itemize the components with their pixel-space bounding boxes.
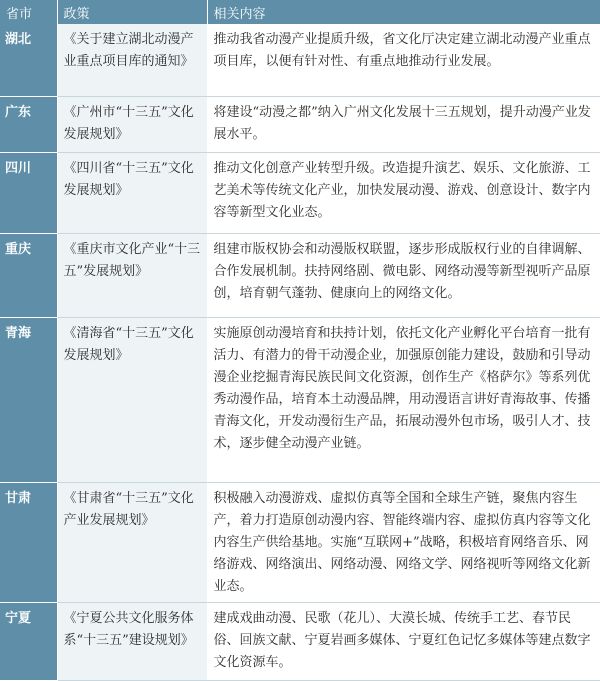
table-row bbox=[0, 602, 600, 680]
policy-cell: 《关于建立湖北动漫产业重点项目库的通知》 bbox=[57, 24, 207, 96]
content-cell: 实施原创动漫培育和扶持计划，依托文化产业孵化平台培育一批有活力、有潜力的骨干动漫企业，加强原创能力建设，鼓励和引导动漫企业挖掘青海民族民间文化资源，创作生产《格萨尔》等系列优秀动漫作品，培育本土动漫品牌，用动漫语言讲好青海故事、传播青海文化，开发动漫衍生产品，拓展动漫外包市场，吸引人才、技术，逐步健全动漫产业链。 bbox=[207, 317, 600, 482]
content-cell: 推动文化创意产业转型升级。改造提升演艺、娱乐、文化旅游、工艺美术等传统文化产业，加快发展动漫、游戏、创意设计、数字内容等新型文化业态。 bbox=[207, 152, 600, 233]
policy-cell: 《广州市“十三五”文化发展规划》 bbox=[57, 96, 207, 152]
content-cell: 组建市版权协会和动漫版权联盟，逐步形成版权行业的自律调解、合作发展机制。扶持网络剧、微电影、网络动漫等新型视听产品原创，培育朝气蓬勃、健康向上的网络文化。 bbox=[207, 233, 600, 317]
province-cell: 甘肃 bbox=[0, 482, 57, 602]
table-row bbox=[0, 96, 600, 152]
table-row bbox=[0, 24, 600, 96]
province-cell: 广东 bbox=[0, 96, 57, 152]
policy-cell: 《宁夏公共文化服务体系“十三五”建设规划》 bbox=[57, 602, 207, 680]
header-content: 相关内容 bbox=[207, 0, 600, 24]
content-cell: 将建设“动漫之都”纳入广州文化发展十三五规划，提升动漫产业发展水平。 bbox=[207, 96, 600, 152]
content-cell: 积极融入动漫游戏、虚拟仿真等全国和全球生产链，聚焦内容生产，着力打造原创动漫内容、智能终端内容、虚拟仿真内容等文化内容生产供给基地。实施“互联网+”战略，积极培育网络音乐、网络游戏、网络演出、网络动漫、网络文学、网络视听等网络文化新业态。 bbox=[207, 482, 600, 602]
province-cell: 宁夏 bbox=[0, 602, 57, 680]
header-province: 省市 bbox=[0, 0, 57, 24]
province-cell: 四川 bbox=[0, 152, 57, 233]
header-policy: 政策 bbox=[57, 0, 207, 24]
table-header-row bbox=[0, 0, 600, 24]
province-cell: 湖北 bbox=[0, 24, 57, 96]
table-row bbox=[0, 152, 600, 233]
policy-cell: 《甘肃省“十三五”文化产业发展规划》 bbox=[57, 482, 207, 602]
policy-cell: 《重庆市文化产业“十三五”发展规划》 bbox=[57, 233, 207, 317]
content-cell: 推动我省动漫产业提质升级，省文化厅决定建立湖北动漫产业重点项目库，以便有针对性、有重点地推动行业发展。 bbox=[207, 24, 600, 96]
province-cell: 青海 bbox=[0, 317, 57, 482]
content-cell: 建成戏曲动漫、民歌（花儿）、大漠长城、传统手工艺、春节民俗、回族文献、宁夏岩画多媒体、宁夏红色记忆多媒体等建点数字文化资源车。 bbox=[207, 602, 600, 680]
table-row bbox=[0, 233, 600, 317]
table-row bbox=[0, 482, 600, 602]
province-cell: 重庆 bbox=[0, 233, 57, 317]
policy-cell: 《清海省“十三五”文化发展规划》 bbox=[57, 317, 207, 482]
policy-cell: 《四川省“十三五”文化发展规划》 bbox=[57, 152, 207, 233]
table-row bbox=[0, 317, 600, 482]
